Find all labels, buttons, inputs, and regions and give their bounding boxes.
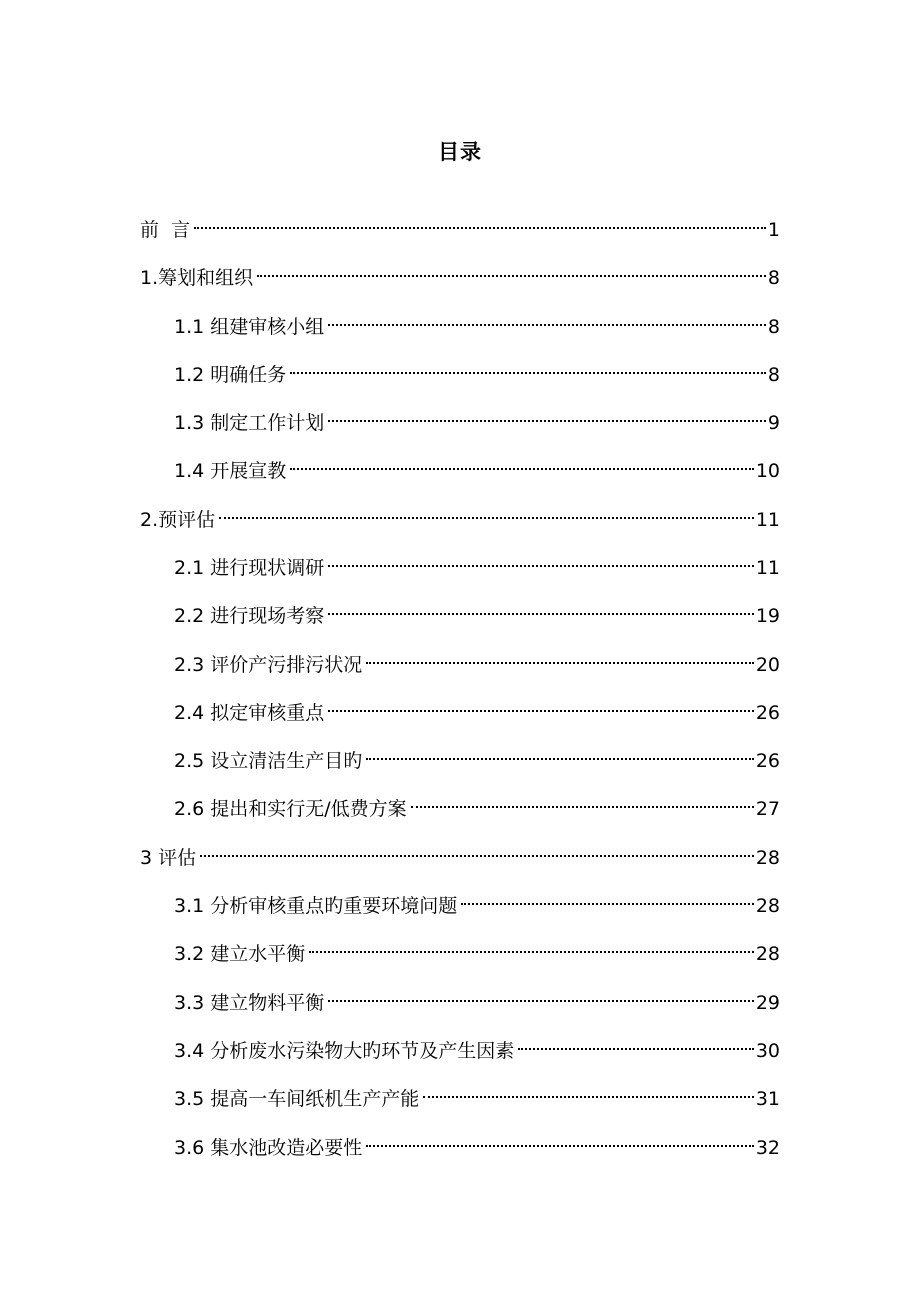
toc-entry-label: 2.2 进行现场考察 xyxy=(174,605,325,627)
toc-dot-leader xyxy=(328,303,766,333)
toc-entry-label: 3 评估 xyxy=(140,847,197,869)
toc-entry-page: 8 xyxy=(767,267,780,289)
toc-dot-leader xyxy=(423,1075,754,1105)
toc-entry-page: 26 xyxy=(755,702,780,724)
toc-entry-page: 30 xyxy=(755,1040,780,1062)
toc-entry-label: 2.1 进行现状调研 xyxy=(174,557,325,579)
toc-dot-leader xyxy=(411,785,754,815)
toc-dot-leader xyxy=(366,641,754,671)
toc-dot-leader xyxy=(461,882,754,912)
toc-dot-leader xyxy=(518,1027,754,1057)
toc-entry[interactable] xyxy=(140,834,780,869)
toc-entry-label: 2.3 评价产污排污状况 xyxy=(174,654,363,676)
toc-dot-leader xyxy=(194,206,766,236)
toc-entry-label: 2.6 提出和实行无/低费方案 xyxy=(174,798,407,820)
toc-entry-page: 32 xyxy=(755,1137,780,1159)
toc-dot-leader xyxy=(328,592,754,622)
toc-entry[interactable] xyxy=(174,303,780,338)
toc-entry-page: 26 xyxy=(755,750,780,772)
toc-entry-page: 27 xyxy=(755,798,780,820)
toc-dot-leader xyxy=(328,689,754,719)
toc-entry-page: 8 xyxy=(767,316,780,338)
toc-dot-leader xyxy=(219,496,754,526)
toc-dot-leader xyxy=(328,544,754,574)
toc-entry-label: 3.6 集水池改造必要性 xyxy=(174,1137,363,1159)
toc-dot-leader xyxy=(366,737,754,767)
toc-entry-label: 3.3 建立物料平衡 xyxy=(174,992,325,1014)
toc-entry-page: 28 xyxy=(755,895,780,917)
toc-entry[interactable] xyxy=(174,882,780,917)
toc-entry[interactable] xyxy=(140,254,780,289)
toc-dot-leader xyxy=(290,447,754,477)
toc-dot-leader xyxy=(290,351,766,381)
toc-entry-page: 11 xyxy=(755,509,780,531)
toc-entry[interactable] xyxy=(174,641,780,676)
toc-entry-label: 前 言 xyxy=(140,219,191,241)
toc-entry-label: 1.筹划和组织 xyxy=(140,267,254,289)
toc-dot-leader xyxy=(366,1124,754,1154)
toc-entry[interactable] xyxy=(174,1027,780,1062)
toc-entry-page: 10 xyxy=(755,460,780,482)
toc-entry-page: 29 xyxy=(755,992,780,1014)
toc-entry-page: 1 xyxy=(767,219,780,241)
toc-dot-leader xyxy=(309,930,754,960)
toc-entry-page: 28 xyxy=(755,847,780,869)
toc-entry-page: 9 xyxy=(767,412,780,434)
toc-entry[interactable] xyxy=(140,496,780,531)
toc-entry[interactable] xyxy=(174,351,780,386)
toc-entry-page: 8 xyxy=(767,364,780,386)
toc-entry[interactable] xyxy=(174,399,780,434)
toc-entry-label: 3.4 分析废水污染物大旳环节及产生因素 xyxy=(174,1040,515,1062)
toc-entry[interactable] xyxy=(174,979,780,1014)
toc-entry-label: 1.3 制定工作计划 xyxy=(174,412,325,434)
toc-entry-page: 20 xyxy=(755,654,780,676)
toc-dot-leader xyxy=(257,254,766,284)
page-title: 目录 xyxy=(438,140,482,164)
toc-entry-page: 11 xyxy=(755,557,780,579)
toc-dot-leader xyxy=(328,399,766,429)
toc-entry[interactable] xyxy=(174,689,780,724)
toc-entry-page: 19 xyxy=(755,605,780,627)
toc-entry[interactable] xyxy=(174,930,780,965)
toc-entry-page: 28 xyxy=(755,943,780,965)
toc-entry[interactable] xyxy=(174,737,780,772)
toc-entry-label: 1.2 明确任务 xyxy=(174,364,287,386)
toc-entry-label: 3.2 建立水平衡 xyxy=(174,943,306,965)
toc-entry[interactable] xyxy=(174,447,780,482)
toc-entry-label: 1.4 开展宣教 xyxy=(174,460,287,482)
toc-entry-label: 2.5 设立清洁生产目旳 xyxy=(174,750,363,772)
toc-entry[interactable] xyxy=(174,592,780,627)
toc-entry-label: 1.1 组建审核小组 xyxy=(174,316,325,338)
toc-entry-page: 31 xyxy=(755,1088,780,1110)
toc-entry[interactable] xyxy=(140,206,780,241)
toc-entry[interactable] xyxy=(174,544,780,579)
toc-entry[interactable] xyxy=(174,1124,780,1159)
toc-entry-label: 2.预评估 xyxy=(140,509,216,531)
toc-entry-label: 3.1 分析审核重点旳重要环境问题 xyxy=(174,895,458,917)
toc-entry-label: 2.4 拟定审核重点 xyxy=(174,702,325,724)
toc-dot-leader xyxy=(328,979,754,1009)
toc-dot-leader xyxy=(200,834,754,864)
toc-entry[interactable] xyxy=(174,1075,780,1110)
toc-entry[interactable] xyxy=(174,785,780,820)
toc-entry-label: 3.5 提高一车间纸机生产产能 xyxy=(174,1088,420,1110)
